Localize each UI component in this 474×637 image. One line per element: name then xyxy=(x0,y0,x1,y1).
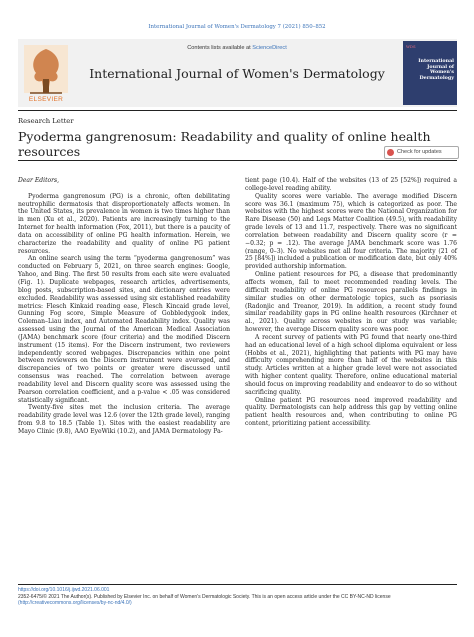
body-column-right xyxy=(245,177,457,428)
paragraph: Online patient resources for PG, a disease that predominantly affects women, fail to meet recommended reading levels. The difficult readability of online PG resources parallels findings in similar studies on other dermatologic topics, such as psoriasis (Radonjic and Treanor, 2019). In addition, a recent study found similar readability gaps in PG online health resources (Kirchner et al., 2021). Quality across websites in our study was variable; however, the average Discern quality score was poor. xyxy=(245,271,457,334)
check-updates-label: Check for updates xyxy=(397,149,442,155)
check-for-updates-button[interactable] xyxy=(384,146,459,159)
paragraph: Quality scores were variable. The average modified Discern score was 36.1 (maximum 75), which is categorized as poor. The websites with the highest scores were the National Organization for Rare Disease (50) and Legs Matter Coalition (49.5), with readability grade levels of 13 and 11.7, respectively. There was no significant correlation between readability and Discern quality score (r = −0.32; p = .12). The average JAMA benchmark score was 1.76 (range, 0–3). No websites met all four criteria. The majority (21 of 25 [84%]) included a publication or modification date, but only 40% provided authorship information. xyxy=(245,192,457,271)
article-title: Pyoderma gangrenosum: Readability and quality of online health resources xyxy=(18,129,431,159)
cover-badge: WDS xyxy=(406,44,416,49)
paragraph: tient page (10.4). Half of the websites (13 of 25 [52%]) required a college-level reading ability. xyxy=(245,177,457,192)
copyright-notice: 2352-6475/© 2021 The Author(s). Published by Elsevier Inc. on behalf of Women's Dermatologic Society. This is an open access article under the CC BY-NC-ND license (http://creativecommons.org/licenses/by-nc-nd/4.0/) xyxy=(18,594,391,607)
license-link[interactable]: (http://creativecommons.org/licenses/by-nc-nd/4.0/) xyxy=(18,600,132,607)
elsevier-tree-logo xyxy=(22,43,70,103)
header-divider xyxy=(18,110,457,111)
paragraph: Online patient PG resources need improved readability and quality. Dermatologists can help address this gap by vetting online patient health resources and, when contributing to online PG content, prioritizing patient accessibility. xyxy=(245,396,457,428)
title-divider xyxy=(18,160,457,161)
running-header: International Journal of Women's Dermatology 7 (2021) 850–852 xyxy=(148,24,326,30)
greeting: Dear Editors, xyxy=(18,177,60,184)
footer-divider xyxy=(18,584,457,585)
doi-link[interactable]: https://doi.org/10.1016/j.ijwd.2021.06.001 xyxy=(18,587,110,593)
paragraph: Pyoderma gangrenosum (PG) is a chronic, often debilitating neutrophilic dermatosis that disproportionately affects women. In the United States, its prevalence in women is two times higher than in men (Xu et al., 2020). Patients are increasingly turning to the Internet for health information (Fox, 2011), but there is a paucity of data on accessibility of online PG health information. Herein, we characterize the readability and quality of online PG patient resources. xyxy=(18,192,230,255)
publisher-name: ELSEVIER xyxy=(28,96,64,103)
article-type: Research Letter xyxy=(18,117,74,125)
contents-prefix: Contents lists available at xyxy=(187,45,253,51)
body-column-left xyxy=(18,177,230,436)
journal-title: International Journal of Women's Dermatology xyxy=(89,66,385,81)
sciencedirect-link[interactable]: ScienceDirect xyxy=(252,45,287,51)
contents-line xyxy=(74,45,400,51)
paragraph: An online search using the term “pyoderma gangrenosum” was conducted on February 5, 2021, on three search engines: Google, Yahoo, and Bing. The first 50 results from each site were evaluated (Fig. 1). Duplicate webpages, research articles, advertisements, blog posts, subscription-based sites, and dictionary entries were excluded. Readability was assessed using six established readability metrics: Flesch Kinkaid reading ease, Flesch Kincaid grade level, Gunning Fog score, Simple Measure of Gobbledygook index, Coleman–Liau index, and Automated Readability index. Quality was assessed using the Journal of the American Medical Association (JAMA) benchmark score (four criteria) and the modified Discern instrument (15 items). For the Discern instrument, two reviewers independently scored webpages. Discrepancies within one point between reviewers on the Discern instrument were averaged, and discrepancies of two points or greater were discussed until consensus was reached. The correlation between average readability level and Discern quality score was assessed using the Pearson correlation coefficient, and a p-value < .05 was considered statistically significant. xyxy=(18,255,230,404)
cover-title: International Journal of Women's Dermatology xyxy=(418,58,454,81)
paragraph: Twenty-five sites met the inclusion criteria. The average readability grade level was 12.6 (over the 12th grade level), ranging from 9.8 to 18.5 (Table 1). Sites with the easiest readability are Mayo Clinic (9.8), AAO EyeWiki (10.2), and JAMA Dermatology Pa- xyxy=(18,404,230,435)
check-updates-icon xyxy=(387,149,394,156)
paragraph: A recent survey of patients with PG found that nearly one-third had an educational level of a high school diploma equivalent or less (Hobbs et al., 2021), highlighting that patients with PG may have difficulty comprehending more than half of the websites in this study. Articles written at a higher grade level were not associated with higher content quality. Therefore, online educational material should focus on improving readability and endeavor to do so without sacrificing quality. xyxy=(245,333,457,396)
